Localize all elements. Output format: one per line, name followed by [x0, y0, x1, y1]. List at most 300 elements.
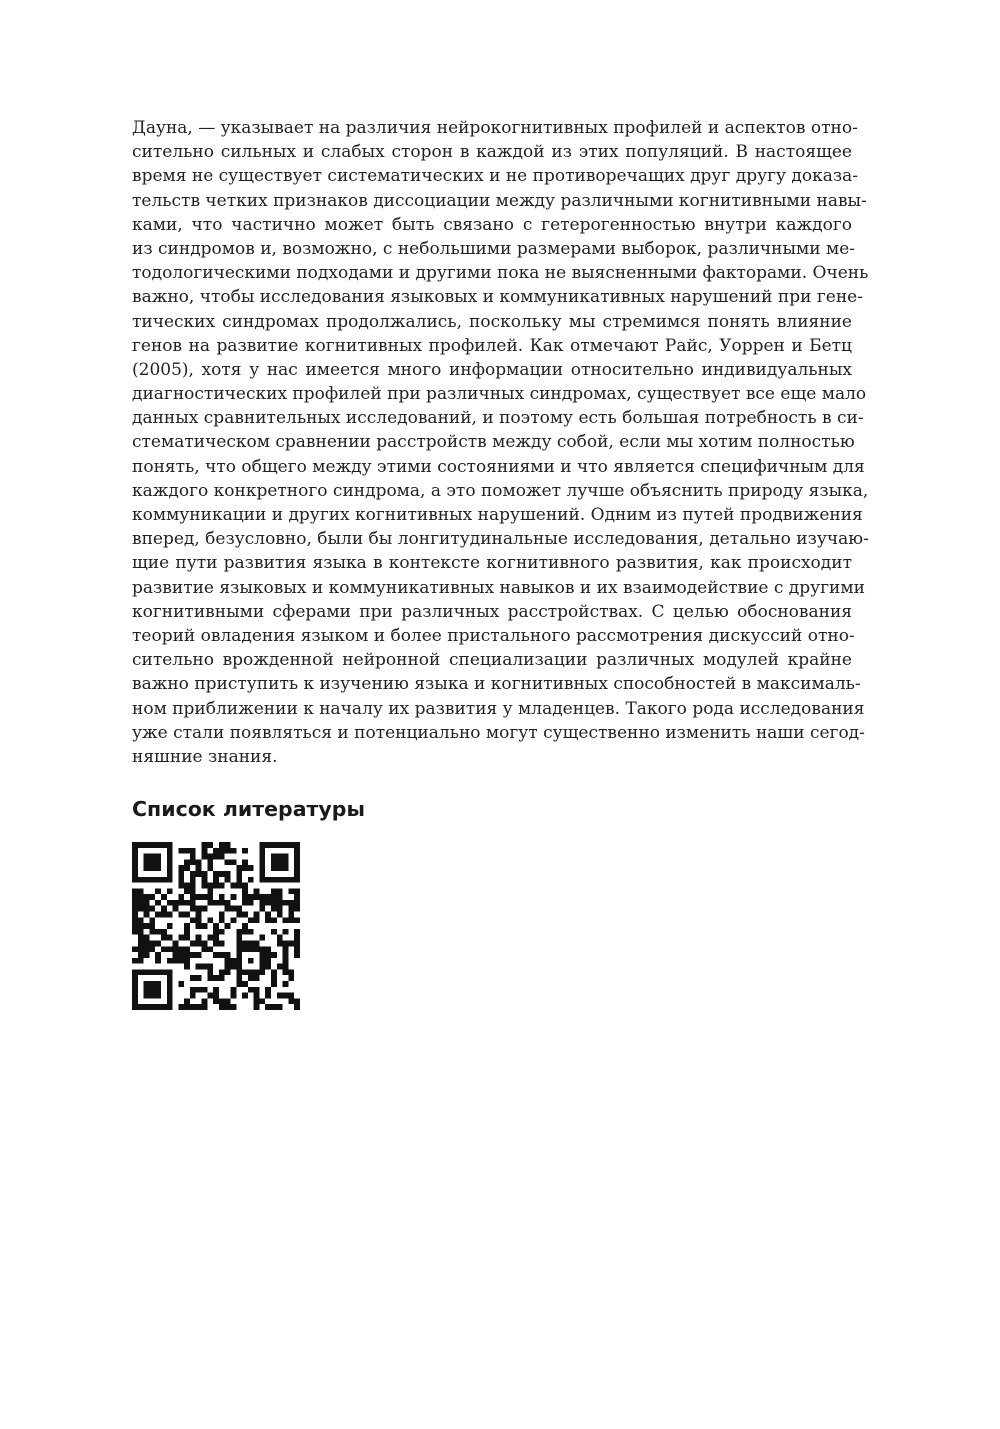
qr-module: [236, 940, 242, 946]
qr-module: [207, 935, 213, 941]
qr-module: [225, 900, 231, 906]
qr-module: [132, 877, 138, 883]
qr-module: [271, 981, 277, 987]
qr-module: [277, 854, 283, 860]
qr-module: [283, 859, 289, 865]
qr-module: [265, 946, 271, 952]
qr-module: [265, 958, 271, 964]
qr-module: [144, 969, 150, 975]
qr-module: [283, 917, 289, 923]
qr-module: [288, 998, 294, 1004]
qr-module: [225, 859, 231, 865]
qr-module: [155, 912, 161, 918]
qr-module: [196, 1004, 202, 1010]
qr-module: [144, 940, 150, 946]
qr-module: [271, 952, 277, 958]
text-line: (2005), хотя у нас имеется много информации относительно индивидуальных: [132, 359, 852, 380]
text-line: тельств четких признаков диссоциации между различными когнитивными навы-: [132, 190, 867, 211]
qr-module: [271, 854, 277, 860]
qr-module: [288, 912, 294, 918]
qr-module: [242, 929, 248, 935]
qr-module: [178, 946, 184, 952]
qr-module: [138, 888, 144, 894]
qr-module: [277, 894, 283, 900]
qr-module: [173, 952, 179, 958]
qr-module: [248, 865, 254, 871]
qr-module: [178, 900, 184, 906]
qr-module: [248, 894, 254, 900]
qr-module: [178, 935, 184, 941]
qr-module: [271, 865, 277, 871]
qr-module: [236, 929, 242, 935]
qr-module: [230, 964, 236, 970]
qr-module: [207, 900, 213, 906]
qr-module: [213, 940, 219, 946]
qr-module: [259, 946, 265, 952]
qr-module: [178, 877, 184, 883]
qr-module: [167, 935, 173, 941]
qr-module: [132, 859, 138, 865]
qr-module: [294, 946, 300, 952]
qr-module: [236, 964, 242, 970]
qr-module: [254, 969, 260, 975]
qr-module: [155, 900, 161, 906]
qr-module: [144, 912, 150, 918]
qr-module: [207, 917, 213, 923]
qr-module: [144, 935, 150, 941]
qr-module: [242, 900, 248, 906]
qr-module: [242, 940, 248, 946]
qr-module: [283, 865, 289, 871]
qr-module: [196, 935, 202, 941]
qr-module: [242, 888, 248, 894]
qr-module: [178, 981, 184, 987]
text-line: из синдромов и, возможно, с небольшими размерами выборок, различными ме-: [132, 238, 855, 259]
qr-module: [144, 993, 150, 999]
qr-module: [178, 958, 184, 964]
qr-module: [277, 912, 283, 918]
qr-module: [144, 854, 150, 860]
qr-module: [242, 883, 248, 889]
qr-module: [190, 993, 196, 999]
qr-module: [242, 865, 248, 871]
qr-module: [167, 1004, 173, 1010]
qr-module: [277, 1004, 283, 1010]
qr-module: [149, 1004, 155, 1010]
qr-module: [178, 952, 184, 958]
qr-module: [132, 871, 138, 877]
qr-module: [161, 946, 167, 952]
qr-module: [242, 993, 248, 999]
qr-module: [248, 940, 254, 946]
text-line: щие пути развития языка в контексте когнитивного развития, как происходит: [132, 553, 852, 574]
qr-module: [277, 940, 283, 946]
qr-module: [144, 946, 150, 952]
qr-module: [167, 946, 173, 952]
text-line: теорий овладения языком и более пристального рассмотрения дискуссий отно-: [132, 625, 855, 646]
qr-module: [149, 981, 155, 987]
qr-module: [242, 859, 248, 865]
qr-module: [149, 865, 155, 871]
qr-module: [288, 888, 294, 894]
qr-module: [161, 929, 167, 935]
qr-module: [202, 854, 208, 860]
qr-module: [277, 859, 283, 865]
qr-module: [202, 848, 208, 854]
qr-module: [242, 912, 248, 918]
qr-module: [219, 929, 225, 935]
qr-module: [248, 987, 254, 993]
qr-module: [149, 940, 155, 946]
qr-module: [138, 1004, 144, 1010]
qr-module: [155, 969, 161, 975]
qr-module: [242, 946, 248, 952]
qr-module: [219, 917, 225, 923]
qr-module: [167, 969, 173, 975]
qr-module: [213, 993, 219, 999]
qr-module: [294, 900, 300, 906]
qr-module: [219, 894, 225, 900]
qr-module: [167, 981, 173, 987]
qr-module: [225, 998, 231, 1004]
qr-module: [161, 877, 167, 883]
qr-module: [236, 877, 242, 883]
qr-module: [259, 900, 265, 906]
qr-module: [184, 946, 190, 952]
qr-module: [190, 883, 196, 889]
qr-module: [132, 865, 138, 871]
qr-module: [225, 952, 231, 958]
qr-module: [132, 854, 138, 860]
text-line: сительно сильных и слабых сторон в каждой из этих популяций. В настоящее: [132, 142, 852, 163]
references-qr-code[interactable]: [132, 842, 300, 1010]
qr-module: [132, 969, 138, 975]
qr-module: [277, 865, 283, 871]
text-line: уже стали появляться и потенциально могут существенно изменить наши сегод-: [132, 722, 865, 743]
qr-module: [207, 888, 213, 894]
text-line: диагностических профилей при различных синдромах, существует все еще мало: [132, 384, 867, 405]
qr-module: [288, 993, 294, 999]
qr-module: [294, 935, 300, 941]
qr-module: [207, 946, 213, 952]
qr-module: [149, 987, 155, 993]
qr-module: [144, 906, 150, 912]
qr-module: [283, 842, 289, 848]
qr-module: [259, 969, 265, 975]
qr-module: [207, 859, 213, 865]
qr-module: [190, 854, 196, 860]
qr-module: [259, 865, 265, 871]
qr-module: [283, 900, 289, 906]
qr-module: [259, 871, 265, 877]
qr-module: [144, 1004, 150, 1010]
qr-module: [196, 952, 202, 958]
qr-module: [213, 952, 219, 958]
qr-module: [294, 998, 300, 1004]
qr-module: [167, 848, 173, 854]
qr-module: [219, 883, 225, 889]
qr-module: [173, 940, 179, 946]
qr-module: [294, 929, 300, 935]
qr-module: [254, 987, 260, 993]
qr-module: [207, 842, 213, 848]
qr-module: [259, 958, 265, 964]
qr-module: [184, 859, 190, 865]
qr-module: [144, 894, 150, 900]
qr-module: [248, 946, 254, 952]
qr-module: [202, 964, 208, 970]
qr-module: [225, 848, 231, 854]
qr-module: [155, 865, 161, 871]
qr-module: [138, 842, 144, 848]
qr-module: [196, 859, 202, 865]
qr-module: [265, 1004, 271, 1010]
qr-module: [132, 912, 138, 918]
qr-module: [207, 969, 213, 975]
qr-module: [242, 894, 248, 900]
qr-module: [144, 877, 150, 883]
qr-module: [155, 958, 161, 964]
qr-module: [184, 935, 190, 941]
qr-module: [236, 871, 242, 877]
qr-module: [230, 958, 236, 964]
text-line: вперед, безусловно, были бы лонгитудинальные исследования, детально изучаю-: [132, 529, 869, 550]
text-line: стематическом сравнении расстройств между собой, если мы хотим полностью: [132, 432, 855, 453]
qr-module: [138, 906, 144, 912]
qr-module: [230, 848, 236, 854]
qr-module: [132, 848, 138, 854]
qr-module: [213, 877, 219, 883]
qr-module: [132, 888, 138, 894]
qr-module: [277, 877, 283, 883]
qr-module: [259, 935, 265, 941]
qr-module: [259, 877, 265, 883]
qr-module: [219, 940, 225, 946]
text-line: сительно врожденной нейронной специализации различных модулей крайне: [132, 650, 852, 671]
qr-module: [190, 975, 196, 981]
qr-module: [184, 998, 190, 1004]
qr-module: [167, 854, 173, 860]
qr-module: [207, 894, 213, 900]
qr-module: [178, 848, 184, 854]
qr-module: [283, 952, 289, 958]
qr-module: [207, 975, 213, 981]
qr-module: [161, 894, 167, 900]
qr-module: [259, 842, 265, 848]
qr-module: [138, 894, 144, 900]
qr-module: [167, 987, 173, 993]
qr-module: [190, 900, 196, 906]
qr-module: [161, 906, 167, 912]
qr-module: [149, 906, 155, 912]
text-line: время не существует систематических и не противоречащих друг другу доказа-: [132, 166, 859, 187]
qr-module: [149, 859, 155, 865]
qr-module: [242, 848, 248, 854]
qr-module: [254, 998, 260, 1004]
qr-module: [149, 946, 155, 952]
qr-module: [265, 917, 271, 923]
qr-module: [225, 877, 231, 883]
qr-module: [219, 848, 225, 854]
qr-module: [219, 912, 225, 918]
qr-module: [202, 987, 208, 993]
qr-module: [190, 952, 196, 958]
text-line: генов на развитие когнитивных профилей. Как отмечают Райс, Уоррен и Бетц: [132, 335, 852, 356]
qr-module: [219, 842, 225, 848]
qr-module: [294, 871, 300, 877]
qr-module: [259, 894, 265, 900]
qr-module: [155, 859, 161, 865]
text-line: тических синдромах продолжались, поскольку мы стремимся понять влияние: [132, 311, 852, 332]
qr-module: [190, 1004, 196, 1010]
qr-module: [294, 917, 300, 923]
qr-module: [167, 842, 173, 848]
qr-module: [144, 987, 150, 993]
qr-module: [259, 998, 265, 1004]
qr-module: [219, 998, 225, 1004]
qr-module: [132, 975, 138, 981]
qr-module: [242, 969, 248, 975]
qr-module: [138, 917, 144, 923]
qr-module: [178, 912, 184, 918]
qr-module: [167, 900, 173, 906]
qr-module: [213, 935, 219, 941]
qr-module: [132, 946, 138, 952]
qr-module: [277, 993, 283, 999]
qr-module: [178, 1004, 184, 1010]
qr-module: [230, 883, 236, 889]
qr-module: [132, 906, 138, 912]
qr-module: [265, 894, 271, 900]
qr-module: [225, 906, 231, 912]
qr-module: [196, 871, 202, 877]
qr-module: [196, 912, 202, 918]
qr-module: [149, 923, 155, 929]
qr-module: [167, 888, 173, 894]
qr-module: [132, 998, 138, 1004]
qr-module: [288, 975, 294, 981]
qr-module: [202, 877, 208, 883]
qr-module: [230, 894, 236, 900]
body-paragraph: [132, 116, 869, 769]
qr-module: [178, 883, 184, 889]
qr-module: [132, 917, 138, 923]
references-heading: Список литературы: [132, 797, 365, 821]
qr-module: [283, 854, 289, 860]
qr-module: [254, 993, 260, 999]
qr-module: [294, 877, 300, 883]
qr-module: [155, 877, 161, 883]
qr-module: [178, 894, 184, 900]
qr-module: [184, 865, 190, 871]
qr-module: [202, 923, 208, 929]
qr-module: [219, 900, 225, 906]
qr-module: [207, 964, 213, 970]
qr-module: [190, 987, 196, 993]
qr-module: [213, 998, 219, 1004]
qr-module: [196, 923, 202, 929]
qr-module: [202, 998, 208, 1004]
text-line: важно приступить к изучению языка и когнитивных способностей в максималь-: [132, 674, 861, 695]
qr-module: [271, 1004, 277, 1010]
qr-module: [138, 946, 144, 952]
qr-module: [236, 912, 242, 918]
qr-module: [155, 940, 161, 946]
qr-module: [225, 969, 231, 975]
qr-module: [149, 969, 155, 975]
qr-module: [294, 842, 300, 848]
qr-module: [196, 906, 202, 912]
qr-module: [219, 952, 225, 958]
qr-module: [225, 1004, 231, 1010]
qr-module: [155, 981, 161, 987]
qr-module: [271, 859, 277, 865]
text-line: данных сравнительных исследований, и поэтому есть большая потребность в си-: [132, 408, 864, 429]
qr-module: [190, 871, 196, 877]
qr-module: [202, 1004, 208, 1010]
qr-module: [248, 958, 254, 964]
qr-module: [190, 906, 196, 912]
qr-module: [161, 842, 167, 848]
qr-module: [294, 906, 300, 912]
qr-module: [144, 865, 150, 871]
qr-module: [254, 946, 260, 952]
qr-module: [184, 952, 190, 958]
qr-module: [190, 894, 196, 900]
qr-module: [196, 940, 202, 946]
qr-module: [283, 993, 289, 999]
qr-module: [178, 865, 184, 871]
qr-module: [138, 969, 144, 975]
qr-module: [236, 946, 242, 952]
qr-module: [254, 1004, 260, 1010]
qr-module: [138, 900, 144, 906]
qr-module: [219, 975, 225, 981]
qr-module: [259, 952, 265, 958]
qr-module: [173, 946, 179, 952]
qr-module: [277, 935, 283, 941]
qr-module: [173, 958, 179, 964]
qr-module: [248, 877, 254, 883]
qr-module: [149, 894, 155, 900]
qr-module: [138, 929, 144, 935]
qr-module: [132, 900, 138, 906]
qr-module: [196, 987, 202, 993]
qr-module: [190, 877, 196, 883]
qr-module: [155, 854, 161, 860]
qr-module: [184, 1004, 190, 1010]
qr-module: [207, 854, 213, 860]
qr-module: [161, 969, 167, 975]
qr-module: [138, 940, 144, 946]
qr-module: [155, 952, 161, 958]
qr-module: [259, 854, 265, 860]
text-line: Дауна, — указывает на различия нейрокогнитивных профилей и аспектов отно-: [132, 118, 858, 138]
qr-module: [213, 987, 219, 993]
qr-module: [167, 923, 173, 929]
qr-module: [294, 859, 300, 865]
qr-module: [132, 894, 138, 900]
qr-module: [138, 958, 144, 964]
qr-module: [161, 912, 167, 918]
qr-module: [213, 975, 219, 981]
qr-module: [288, 842, 294, 848]
qr-module: [248, 975, 254, 981]
qr-module: [190, 940, 196, 946]
qr-module: [155, 987, 161, 993]
qr-module: [294, 894, 300, 900]
qr-module: [265, 842, 271, 848]
